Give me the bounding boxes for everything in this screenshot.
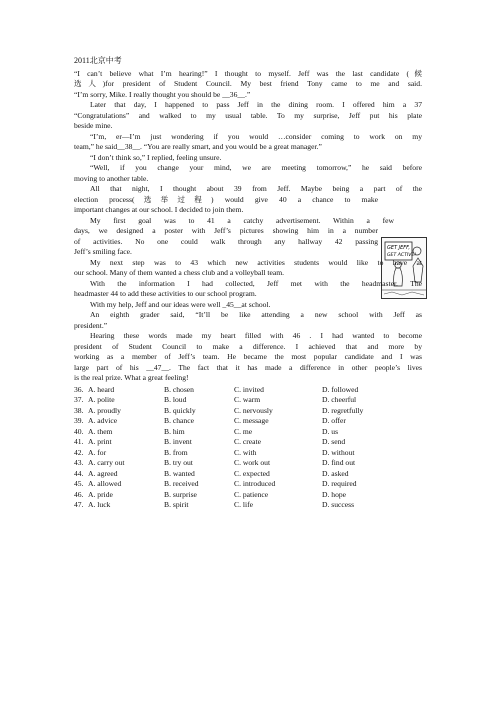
text-line: All that night, I thought about 39 from Jeff. Maybe being a part of the — [90, 184, 422, 193]
option-d: D. regretfully — [322, 405, 364, 415]
option-c: C. life — [234, 500, 253, 509]
question-number: 44. — [74, 468, 84, 478]
page-title: 2011北京中考 — [74, 56, 122, 65]
text-line: of activities. No one could walk through any hallway 42 passing — [74, 236, 378, 246]
paragraph-10 — [74, 300, 422, 311]
option-c: C. create — [234, 437, 261, 446]
question-number: 39. — [74, 416, 84, 425]
option-b: B. surprise — [164, 489, 197, 499]
question-number: 47. — [74, 500, 84, 509]
text-line: My next step was to 43 which new activities students would like to have at — [90, 257, 422, 267]
option-b: B. quickly — [164, 405, 196, 415]
text-line: important changes at our school. I decided to join them. — [74, 205, 244, 214]
paragraph-5 — [74, 163, 422, 184]
question-row — [74, 427, 422, 438]
text-line: With my help, Jeff and our ideas were well _45__at school. — [90, 299, 271, 309]
text-line: “I’m, er—I’m just wondering if you would …consider coming to work on my — [90, 131, 422, 141]
option-b: B. invent — [164, 437, 192, 446]
question-row — [74, 448, 422, 459]
question-number: 45. — [74, 479, 84, 488]
option-b: B. chance — [164, 416, 194, 425]
text-line: team,” he said__38__. “You are really smart, and you would be a great manager.” — [74, 142, 322, 151]
text-line: Later that day, I happened to pass Jeff in the dining room. I offered him a 37 — [90, 100, 422, 109]
question-row — [74, 416, 422, 427]
text-line: beside mine. — [74, 121, 113, 130]
option-b: B. wanted — [164, 468, 195, 478]
exam-page — [74, 56, 422, 511]
option-d: D. offer — [322, 416, 346, 425]
answer-options — [74, 385, 422, 511]
option-c: C. introduced — [234, 479, 276, 488]
option-a: A. agreed — [88, 468, 118, 478]
option-d: D. asked — [322, 468, 349, 478]
option-b: B. spirit — [164, 500, 189, 509]
paragraph-12 — [74, 331, 422, 384]
text-line: “I’m sorry, Mike. I really thought you should be __36__.” — [74, 89, 251, 99]
text-line: An eighth grader said, “It’ll be like attending a new school with Jeff as — [90, 310, 422, 319]
option-c: C. patience — [234, 489, 269, 499]
option-a: A. print — [88, 437, 112, 446]
option-a: A. them — [88, 426, 113, 436]
option-a: A. carry out — [88, 458, 125, 467]
question-row — [74, 500, 422, 511]
text-line: days, we designed a poster with Jeff’s pictures showing him in a number — [74, 226, 378, 235]
question-row — [74, 458, 422, 469]
option-c: C. with — [234, 447, 257, 457]
option-a: A. heard — [88, 384, 115, 394]
option-c: C. warm — [234, 395, 261, 404]
text-line: Jeff’s smiling face. — [74, 247, 132, 256]
text-line: Hearing these words made my heart filled with 46 . I had wanted to become — [90, 331, 422, 340]
option-d: D. find out — [322, 458, 356, 467]
text-line: president of Student Council to make a difference. I achieved that and more by — [74, 341, 422, 351]
paragraph-4 — [74, 153, 422, 164]
option-d: D. us — [322, 426, 339, 436]
option-c: C. work out — [234, 458, 271, 467]
option-b: B. him — [164, 426, 185, 436]
question-row — [74, 406, 422, 417]
option-a: A. proudly — [88, 405, 121, 415]
text-line: large part of his __47__. The fact that it has made a difference in other people’s lives — [74, 362, 422, 372]
option-a: A. advice — [88, 416, 118, 425]
question-number: 41. — [74, 437, 84, 446]
text-line: moving to another table. — [74, 173, 149, 183]
paragraph-6 — [74, 184, 422, 216]
question-row — [74, 479, 422, 490]
question-number: 46. — [74, 489, 84, 499]
paragraph-7 — [74, 216, 422, 258]
text-line: “I don’t think so,” I replied, feeling unsure. — [90, 152, 222, 162]
text-line: “Congratulations” and walked to my usual table. To my surprise, Jeff put his plate — [74, 110, 422, 120]
question-row — [74, 437, 422, 448]
question-row — [74, 490, 422, 501]
option-d: D. required — [322, 479, 357, 488]
option-b: B. received — [164, 479, 199, 488]
text-line: My first goal was to 41 a catchy advertisement. Within a few — [90, 215, 394, 225]
option-b: B. chosen — [164, 384, 194, 394]
question-number: 40. — [74, 426, 84, 436]
question-number: 42. — [74, 447, 84, 457]
text-line: With the information I had collected, Jeff met with the headmaster. The — [90, 278, 422, 288]
text-line: our school. Many of them wanted a chess club and a volleyball team. — [74, 268, 285, 277]
paragraph-9 — [74, 279, 422, 300]
question-row — [74, 385, 422, 396]
option-d: D. cheerful — [322, 395, 357, 404]
option-c: C. message — [234, 416, 269, 425]
question-number: 36. — [74, 384, 84, 394]
option-b: B. loud — [164, 395, 187, 404]
poster-line-1: GET JEFF, — [387, 245, 411, 251]
option-c: C. invited — [234, 384, 264, 394]
question-number: 38. — [74, 405, 84, 415]
text-line: “Well, if you change your mind, we are meeting tomorrow,” he said before — [90, 163, 422, 172]
option-a: A. polite — [88, 395, 115, 404]
option-b: B. from — [164, 447, 188, 457]
poster-line-2: GET ACTIVE! — [387, 253, 417, 258]
option-c: C. me — [234, 426, 253, 436]
question-number: 43. — [74, 458, 84, 467]
option-d: D. send — [322, 437, 346, 446]
option-b: B. try out — [164, 458, 193, 467]
option-a: A. allowed — [88, 479, 122, 488]
text-line: headmaster 44 to add these activities to our school program. — [74, 289, 257, 298]
option-d: D. hope — [322, 489, 347, 499]
option-a: A. for — [88, 447, 107, 457]
paragraph-11 — [74, 310, 422, 331]
text-line: 选人)for president of Student Council. My best friend Tony came to me and said. — [74, 79, 422, 88]
text-line: “I can’t believe what I’m hearing!” I thought to myself. Jeff was the last candidate (候 — [74, 68, 422, 78]
text-line: president.” — [74, 320, 108, 330]
paragraph-1 — [74, 69, 422, 101]
paragraph-8 — [74, 258, 422, 279]
option-c: C. expected — [234, 468, 270, 478]
option-d: D. success — [322, 500, 355, 509]
paragraph-2 — [74, 100, 422, 132]
option-c: C. nervously — [234, 405, 273, 415]
question-row — [74, 469, 422, 480]
question-row — [74, 395, 422, 406]
option-d: D. without — [322, 447, 355, 457]
paragraph-3 — [74, 132, 422, 153]
text-line: is the real prize. What a great feeling! — [74, 373, 189, 382]
option-a: A. luck — [88, 500, 111, 509]
option-a: A. pride — [88, 489, 113, 499]
text-line: working as a member of Jeff’s team. He became the most popular candidate and I was — [74, 352, 422, 361]
option-d: D. followed — [322, 384, 359, 394]
question-number: 37. — [74, 395, 84, 404]
text-line: election process(选举过程) would give 40 a chance to make — [74, 194, 378, 204]
